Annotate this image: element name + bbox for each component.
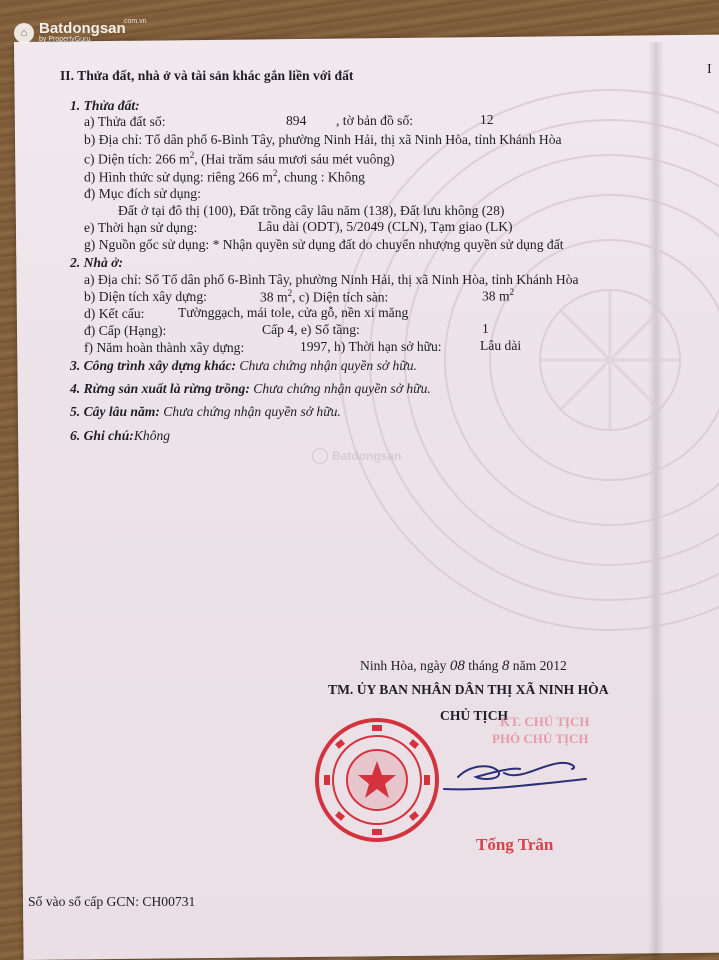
land-address: b) Địa chỉ: Tổ dân phố 6-Bình Tây, phường Ninh Hải, thị xã Ninh Hòa, tỉnh Khánh Hòa [84, 132, 562, 147]
signature [420, 755, 590, 805]
house-year-label: f) Năm hoàn thành xây dựng: [84, 340, 245, 355]
watermark-sub: by PropertyGuru [39, 36, 91, 43]
watermark-logo [14, 18, 147, 43]
house-area-label: b) Diện tích xây dựng: [84, 289, 207, 304]
center-watermark [312, 448, 401, 464]
land-a-label: a) Thửa đất số: [84, 114, 166, 129]
house-floors-value: 1 [482, 321, 489, 336]
land-heading: 1. Thửa đất: [70, 98, 140, 113]
land-purpose-label: đ) Mục đích sử dụng: [84, 186, 201, 201]
watermark-tld: .com.vn [122, 18, 147, 25]
land-area: c) Diện tích: 266 $m^2$, (Hai trăm sáu mươi sáu mét vuông) [84, 150, 395, 167]
land-a-map-value: 12 [480, 112, 494, 127]
house-grade: Cấp 4, e) Số tầng: [262, 322, 360, 337]
signer-name: Tống Trân [476, 835, 554, 854]
house-ownership-term: Lâu dài [480, 338, 522, 353]
center-watermark-brand: Batdongsan [332, 449, 402, 463]
house-grade-label: đ) Cấp (Hạng): [84, 323, 167, 338]
house-year: 1997, h) Thời hạn sở hữu: [300, 339, 442, 354]
land-purpose-value: Đất ở tại đô thị (100), Đất trồng cây lâu năm (138), Đất lưu không (28) [118, 203, 505, 218]
land-usage-form: d) Hình thức sử dụng: riêng 266 $m^2$, chung : Không [84, 168, 365, 185]
land-term-value: Lâu dài (ODT), 5/2049 (CLN), Tạm giao (LK) [258, 219, 513, 234]
land-term-label: e) Thời hạn sử dụng: [84, 220, 198, 235]
watermark-brand: Batdongsan [39, 20, 126, 37]
house-icon [312, 448, 328, 464]
house-floor-area: 38 $m^2$ [482, 287, 515, 304]
house-heading: 2. Nhà ở: [70, 255, 123, 270]
land-a-map-label: , tờ bản đồ số: [336, 113, 414, 128]
chairman-title: CHỦ TỊCH [440, 708, 509, 723]
kt-chairman-stamp: KT. CHỦ TỊCH [500, 714, 590, 729]
land-a-value: 894 [286, 113, 307, 128]
house-structure-value: Tườnggạch, mái tole, cửa gỗ, nền xi măng [178, 305, 409, 320]
house-address: a) Địa chỉ: Số Tổ dân phố 6-Bình Tây, phường Ninh Hải, thị xã Ninh Hòa, tỉnh Khánh Hòa [84, 272, 579, 287]
item-notes: 6. Ghi chú:Không [70, 428, 171, 443]
place-date: Ninh Hòa, ngày 08 tháng 8 năm 2012 [360, 658, 567, 674]
issuing-authority: TM. ỦY BAN NHÂN DÂN THỊ XÃ NINH HÒA [328, 682, 609, 697]
vice-chairman-stamp: PHÓ CHỦ TỊCH [492, 731, 589, 746]
item-planted-forest: 4. Rừng sản xuất là rừng trồng: Chưa chứng nhận quyền sở hữu. [70, 381, 431, 396]
house-icon: ⌂ [14, 23, 34, 43]
section-title: II. Thửa đất, nhà ở và tài sản khác gắn liền với đất [60, 68, 354, 83]
register-number: Số vào sổ cấp GCN: CH00731 [28, 894, 196, 909]
item-other-construction: 3. Công trình xây dựng khác: Chưa chứng nhận quyền sở hữu. [70, 358, 417, 373]
house-structure-label: d) Kết cấu: [84, 306, 145, 321]
item-perennial-trees: 5. Cây lâu năm: Chưa chứng nhận quyền sở hữu. [70, 404, 341, 419]
land-origin: g) Nguồn gốc sử dụng: * Nhận quyền sử dụng đất do chuyển nhượng quyền sử dụng đất [84, 237, 564, 252]
house-area: 38 $m^2$, c) Diện tích sàn: [260, 288, 389, 305]
next-page-edge-text: I [707, 62, 712, 77]
